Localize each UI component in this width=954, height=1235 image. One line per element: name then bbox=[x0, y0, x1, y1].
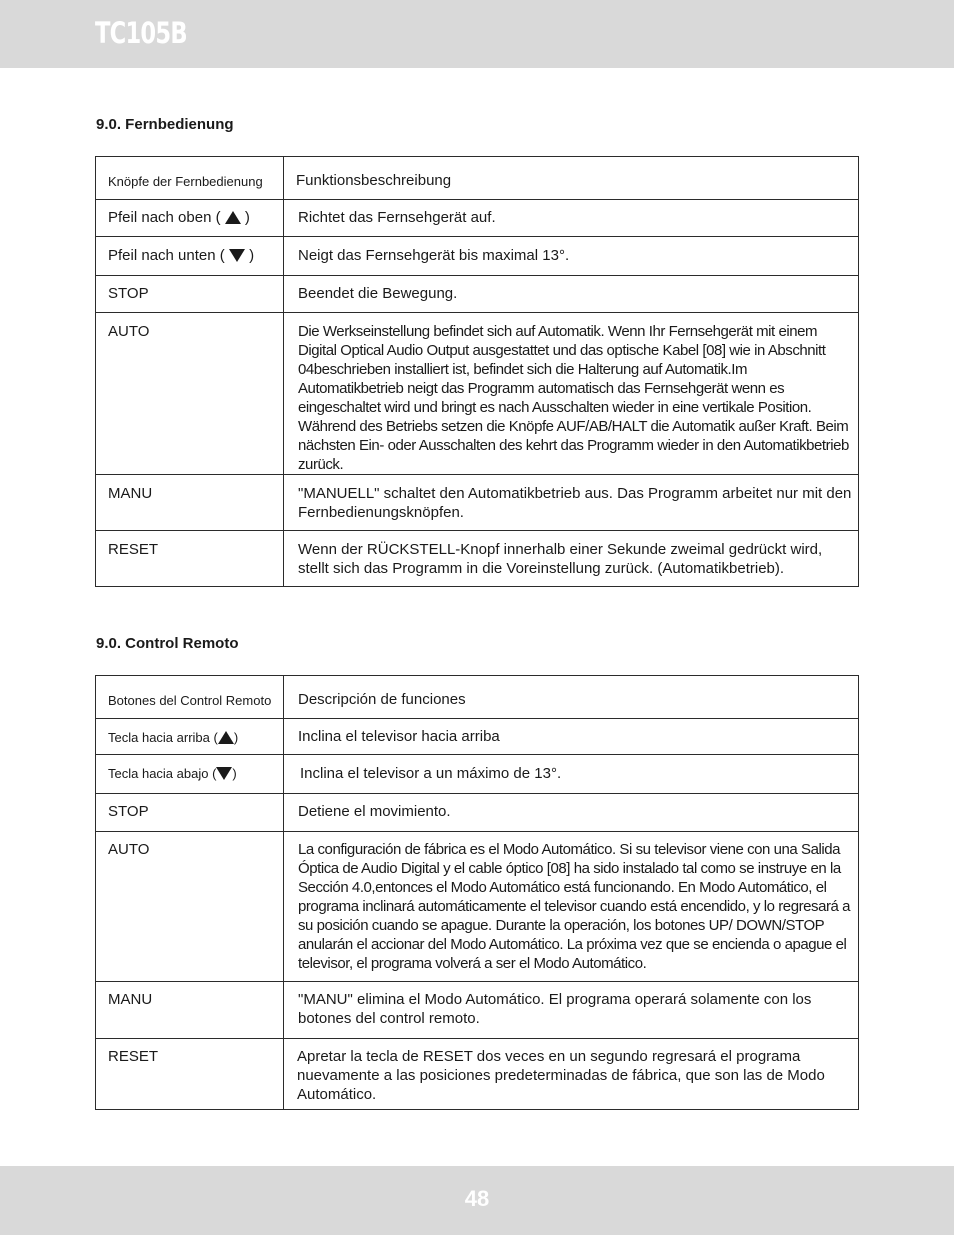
table-row bbox=[96, 832, 859, 982]
row-key: Pfeil nach oben ( ) bbox=[96, 200, 284, 237]
section-heading-es: 9.0. Control Remoto bbox=[96, 635, 239, 652]
row-description: Inclina el televisor a un máximo de 13°. bbox=[284, 755, 859, 794]
row-description: Inclina el televisor hacia arriba bbox=[284, 719, 859, 755]
row-description: "MANUELL" schaltet den Automatikbetrieb aus. Das Programm arbeitet nur mit den Fernbedienungsknöpfen. bbox=[284, 475, 859, 531]
row-description: Beendet die Bewegung. bbox=[284, 276, 859, 313]
row-description: Apretar la tecla de RESET dos veces en un segundo regresará el programa nuevamente a las posiciones predeterminadas de fábrica, que son las de Modo Automático. bbox=[284, 1039, 859, 1110]
row-description: La configuración de fábrica es el Modo Automático. Si su televisor viene con una Salida Óptica de Audio Digital y el cable óptico [08] ha sido instalado tal como se instruye en la Sección 4.0,entonces el Modo Automático está funcionando. En Modo Automático, el programa inclinará automáticamente el televisor cuando está encendido, y lo regresará a su posición cuando se apague. Durante la operación, los botones UP/ DOWN/STOP anularán el accionar del Modo Automático. La próxima vez que se encienda o apague el televisor, el programa volverá a ser el Modo Automático. bbox=[284, 832, 859, 982]
table-row bbox=[96, 313, 859, 475]
row-key: STOP bbox=[96, 276, 284, 313]
row-description: Detiene el movimiento. bbox=[284, 794, 859, 832]
table-row bbox=[96, 794, 859, 832]
row-description: Wenn der RÜCKSTELL-Knopf innerhalb einer Sekunde zweimal gedrückt wird, stellt sich das Programm in die Voreinstellung zurück. (Automatikbetrieb). bbox=[284, 531, 859, 587]
row-key: MANU bbox=[96, 475, 284, 531]
row-key: STOP bbox=[96, 794, 284, 832]
table-row bbox=[96, 755, 859, 794]
row-description: Die Werkseinstellung befindet sich auf Automatik. Wenn Ihr Fernsehgerät mit einem Digital Optical Audio Output ausgestattet und das optische Kabel [08] wie in Abschnitt 04beschrieben installiert ist, befindet sich die Halterung auf Automatik.Im Automatikbetrieb neigt das Programm automatisch das Fernsehgerät wenn es eingeschaltet wird und bringt es nach Ausschalten wieder in eine vertikale Position. Während des Betriebs setzen die Knöpfe AUF/AB/HALT die Automatik außer Kraft. Beim nächsten Ein- oder Ausschalten des kehrt das Programm wieder in den Automatikbetrieb zurück. bbox=[284, 313, 859, 475]
arrow-down-icon bbox=[229, 249, 245, 262]
table-row bbox=[96, 200, 859, 237]
row-key: Tecla hacia arriba ( ) bbox=[96, 719, 284, 755]
row-key: RESET bbox=[96, 531, 284, 587]
table-header-row bbox=[96, 157, 859, 200]
document-title: TC105B bbox=[95, 16, 187, 50]
row-description: Neigt das Fernsehgerät bis maximal 13°. bbox=[284, 237, 859, 276]
table-row bbox=[96, 276, 859, 313]
remote-functions-table-es bbox=[95, 675, 859, 1110]
column-header-key: Knöpfe der Fernbedienung bbox=[96, 157, 284, 200]
column-header-description: Descripción de funciones bbox=[284, 676, 859, 719]
arrow-up-icon bbox=[225, 211, 241, 224]
column-header-key: Botones del Control Remoto bbox=[96, 676, 284, 719]
row-description: "MANU" elimina el Modo Automático. El programa operará solamente con los botones del control remoto. bbox=[284, 982, 859, 1039]
page-number: 48 bbox=[464, 1186, 490, 1211]
table-row bbox=[96, 1039, 859, 1110]
table-row bbox=[96, 719, 859, 755]
table-row bbox=[96, 237, 859, 276]
row-key: AUTO bbox=[96, 313, 284, 475]
row-description: Richtet das Fernsehgerät auf. bbox=[284, 200, 859, 237]
remote-functions-table-de bbox=[95, 156, 859, 587]
table-header-row bbox=[96, 676, 859, 719]
column-header-description: Funktionsbeschreibung bbox=[284, 157, 859, 200]
arrow-down-icon bbox=[216, 767, 232, 780]
arrow-up-icon bbox=[218, 731, 234, 744]
row-key: MANU bbox=[96, 982, 284, 1039]
table-row bbox=[96, 475, 859, 531]
row-key: RESET bbox=[96, 1039, 284, 1110]
table-row bbox=[96, 982, 859, 1039]
row-key: AUTO bbox=[96, 832, 284, 982]
row-key: Tecla hacia abajo ( ) bbox=[96, 755, 284, 794]
row-key: Pfeil nach unten ( ) bbox=[96, 237, 284, 276]
section-heading-de: 9.0. Fernbedienung bbox=[96, 116, 234, 133]
table-row bbox=[96, 531, 859, 587]
